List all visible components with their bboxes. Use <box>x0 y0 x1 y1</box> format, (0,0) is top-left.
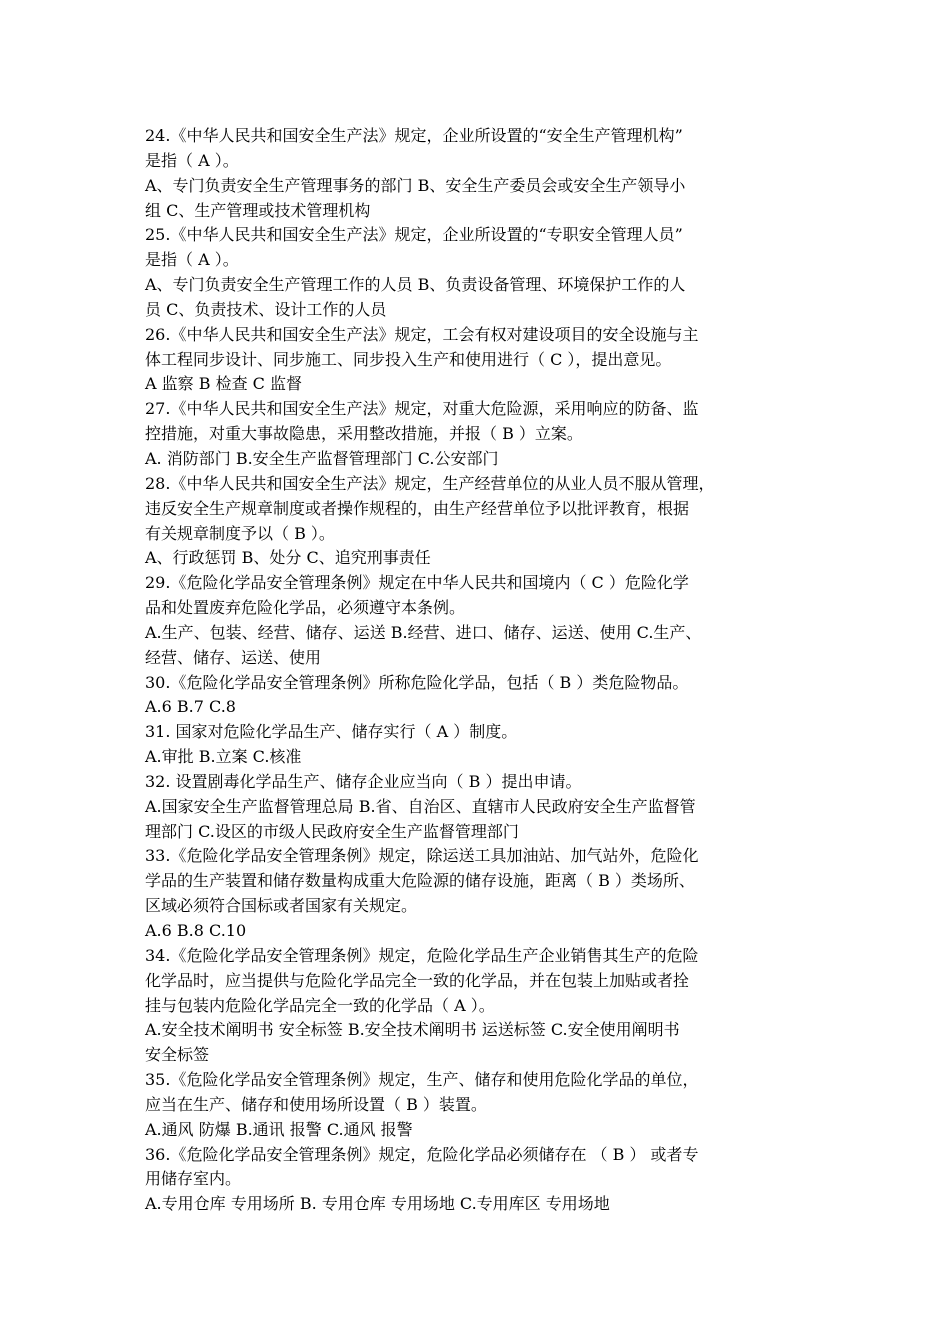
text-line: 区域必须符合国标或者国家有关规定。 <box>145 896 418 916</box>
text-line: 34.《危险化学品安全管理条例》规定，危险化学品生产企业销售其生产的危险 <box>145 945 699 965</box>
text-line: A.通风 防爆 B.通讯 报警 C.通风 报警 <box>145 1119 413 1139</box>
text-line: 经营、储存、运送、使用 <box>145 647 322 667</box>
text-line: 组 C、生产管理或技术管理机构 <box>145 200 371 220</box>
text-line: 控措施，对重大事故隐患，采用整改措施，并报（ B ）立案。 <box>145 424 583 444</box>
text-line: A.国家安全生产监督管理总局 B.省、自治区、直辖市人民政府安全生产监督管 <box>145 796 696 816</box>
text-line: 36.《危险化学品安全管理条例》规定，危险化学品必须储存在 （ B ） 或者专 <box>145 1144 699 1164</box>
text-line: 35.《危险化学品安全管理条例》规定，生产、储存和使用危险化学品的单位， <box>145 1070 699 1090</box>
text-line: A.审批 B.立案 C.核准 <box>145 747 302 767</box>
text-line: A、行政惩罚 B、处分 C、追究刑事责任 <box>145 548 431 568</box>
text-line: 学品的生产装置和储存数量构成重大危险源的储存设施，距离（ B ）类场所、 <box>145 871 695 891</box>
text-line: 25.《中华人民共和国安全生产法》规定，企业所设置的“专职安全管理人员” <box>145 225 683 245</box>
text-line: 员 C、负责技术、设计工作的人员 <box>145 299 387 319</box>
text-line: 24.《中华人民共和国安全生产法》规定，企业所设置的“安全生产管理机构” <box>145 126 683 145</box>
question-list <box>145 124 825 1217</box>
text-line: 29.《危险化学品安全管理条例》规定在中华人民共和国境内（ C ）危险化学 <box>145 573 689 593</box>
text-line: 是指（ A ）。 <box>145 250 239 270</box>
text-line: A.安全技术阐明书 安全标签 B.安全技术阐明书 运送标签 C.安全使用阐明书 <box>145 1020 680 1040</box>
text-line: A.生产、包装、经营、储存、运送 B.经营、进口、储存、运送、使用 C.生产、 <box>145 622 702 642</box>
text-line: 体工程同步设计、同步施工、同步投入生产和使用进行（ C ），提出意见。 <box>145 349 672 369</box>
text-line: 是指（ A ）。 <box>145 150 239 170</box>
text-line: A.6 B.8 C.10 <box>145 921 247 940</box>
text-line: 26.《中华人民共和国安全生产法》规定，工会有权对建设项目的安全设施与主 <box>145 324 699 344</box>
text-line: 违反安全生产规章制度或者操作规程的，由生产经营单位予以批评教育，根据 <box>145 498 690 518</box>
text-line: 28.《中华人民共和国安全生产法》规定，生产经营单位的从业人员不服从管理， <box>145 473 715 493</box>
text-line: 有关规章制度予以（ B ）。 <box>145 523 335 543</box>
text-line: A 监察 B 检查 C 监督 <box>145 374 302 394</box>
text-line: A. 消防部门 B.安全生产监督管理部门 C.公安部门 <box>145 448 499 468</box>
text-line: 用储存室内。 <box>145 1169 242 1189</box>
text-line: 挂与包装内危险化学品完全一致的化学品（ A ）。 <box>145 995 495 1015</box>
text-line: 化学品时，应当提供与危险化学品完全一致的化学品，并在包装上加贴或者拴 <box>145 970 690 990</box>
text-line: A.6 B.7 C.8 <box>145 697 236 717</box>
text-line: 安全标签 <box>145 1045 210 1065</box>
text-line: 30.《危险化学品安全管理条例》所称危险化学品，包括（ B ）类危险物品。 <box>145 672 689 692</box>
text-line: A、专门负责安全生产管理工作的人员 B、负责设备管理、环境保护工作的人 <box>145 275 686 295</box>
text-line: 27.《中华人民共和国安全生产法》规定，对重大危险源，采用响应的防备、监 <box>145 399 699 419</box>
text-line: 31. 国家对危险化学品生产、储存实行（ A ）制度。 <box>145 722 518 742</box>
text-line: 32. 设置剧毒化学品生产、储存企业应当向（ B ）提出申请。 <box>145 771 582 791</box>
text-line: A.专用仓库 专用场所 B. 专用仓库 专用场地 C.专用库区 专用场地 <box>145 1194 610 1214</box>
text-line: 33.《危险化学品安全管理条例》规定，除运送工具加油站、加气站外，危险化 <box>145 846 699 866</box>
text-line: 应当在生产、储存和使用场所设置（ B ）装置。 <box>145 1094 487 1114</box>
text-line: 品和处置废弃危险化学品，必须遵守本条例。 <box>145 598 466 618</box>
text-line: 理部门 C.设区的市级人民政府安全生产监督管理部门 <box>145 821 519 841</box>
text-line: A、专门负责安全生产管理事务的部门 B、安全生产委员会或安全生产领导小 <box>145 175 686 195</box>
